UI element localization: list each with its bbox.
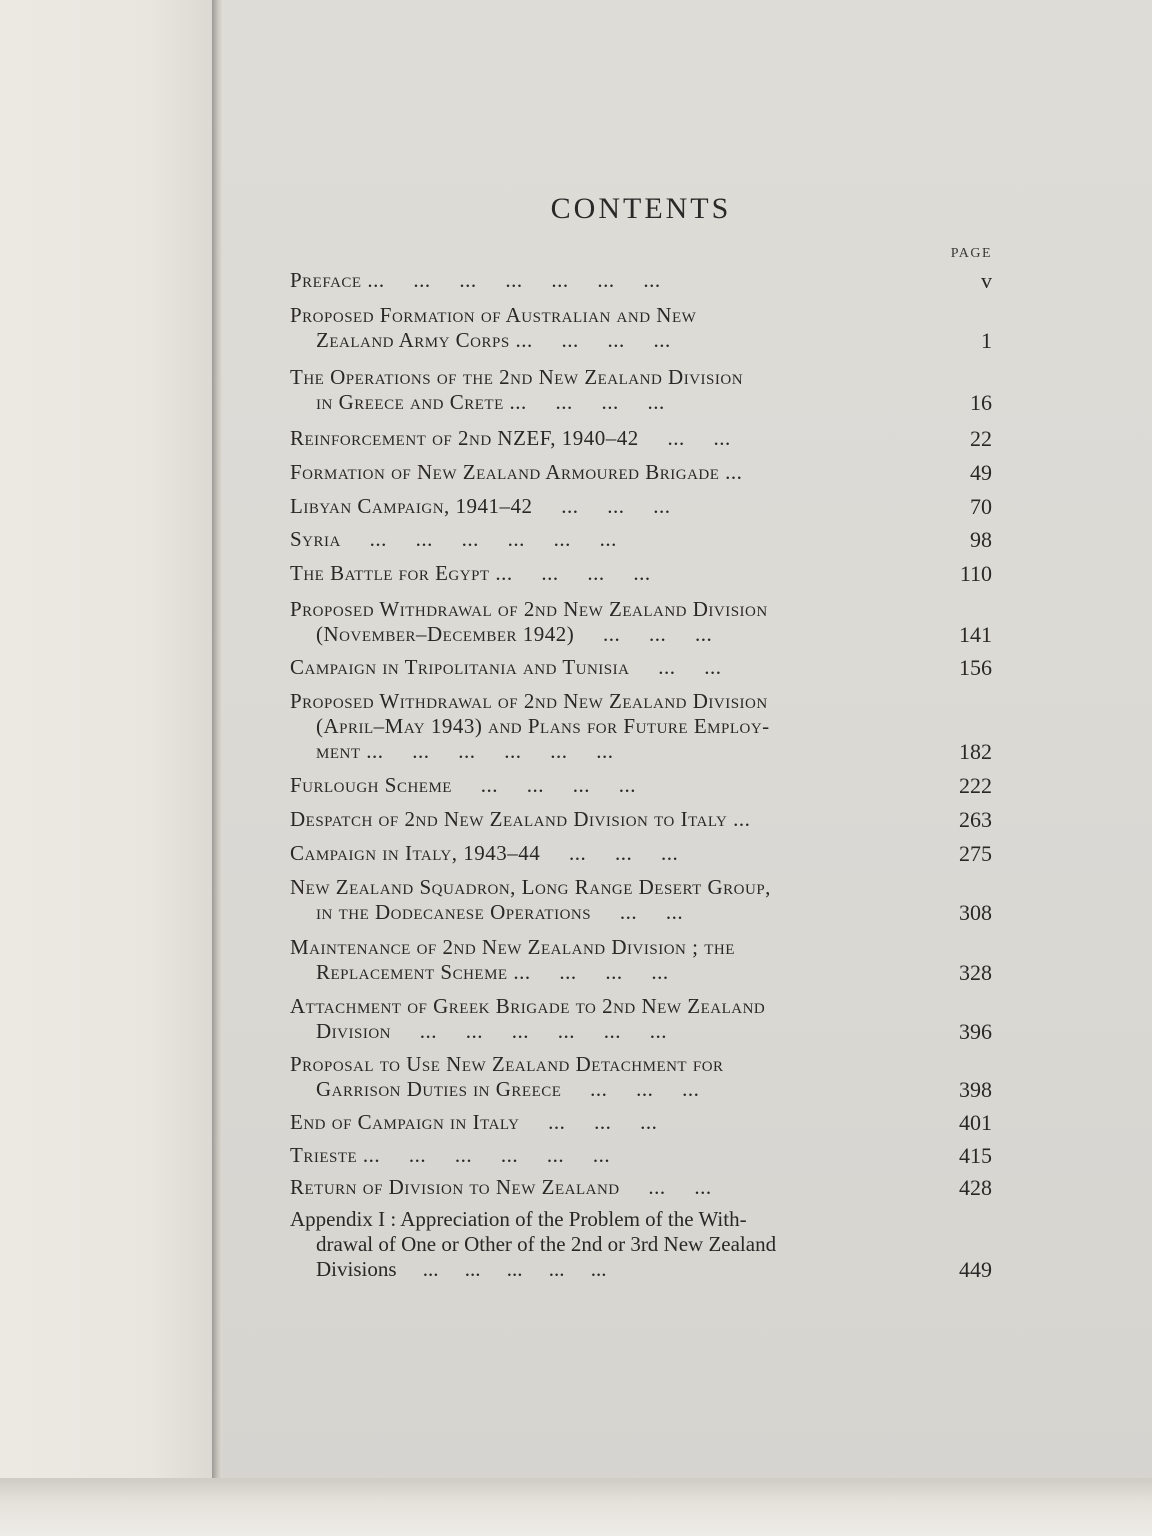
- toc-entry-line: [290, 1175, 992, 1200]
- toc-page-number: 222: [959, 773, 992, 798]
- toc-entry-line: [290, 689, 992, 714]
- toc-page-number: 16: [970, 390, 992, 415]
- toc-entry-line: [290, 935, 992, 960]
- toc-entry-line: [290, 328, 992, 353]
- toc-entry-line: [290, 1110, 992, 1135]
- toc-entry-text: Preface ... ... ... ... ... ... ...: [290, 268, 661, 292]
- toc-entry: [290, 875, 992, 925]
- toc-entry-line: [290, 494, 992, 519]
- page-bottom-edge: [0, 1478, 1152, 1536]
- toc-entry-text: Replacement Scheme ... ... ... ...: [316, 960, 669, 984]
- toc-entry-text: in the Dodecanese Operations ... ...: [316, 900, 684, 924]
- toc-entry-text: Syria ... ... ... ... ... ...: [290, 527, 617, 551]
- toc-page-number: 70: [970, 494, 992, 519]
- toc-page-number: 401: [959, 1110, 992, 1135]
- toc-page-number: 396: [959, 1019, 992, 1044]
- toc-entry-text: (April–May 1943) and Plans for Future Employ-: [316, 714, 770, 738]
- toc-entry-text: in Greece and Crete ... ... ... ...: [316, 390, 665, 414]
- toc-entry: [290, 841, 992, 866]
- toc-entry-text: Attachment of Greek Brigade to 2nd New Zealand: [290, 994, 766, 1018]
- toc-entry-line: [290, 268, 992, 293]
- toc-entry-text: Division ... ... ... ... ... ...: [316, 1019, 667, 1043]
- right-page: [222, 0, 1152, 1536]
- toc-entry-line: [290, 426, 992, 451]
- toc-page-number: v: [981, 268, 992, 293]
- toc-entry-text: The Operations of the 2nd New Zealand Division: [290, 365, 744, 389]
- toc-page-number: 22: [970, 426, 992, 451]
- toc-entry-line: [290, 841, 992, 866]
- toc-entry-line: [290, 739, 992, 764]
- toc-entry-text: Campaign in Tripolitania and Tunisia ... ...: [290, 655, 722, 679]
- toc-entry: [290, 460, 992, 485]
- toc-page-number: 263: [959, 807, 992, 832]
- toc-entry-line: [290, 960, 992, 985]
- toc-entry-line: [290, 1207, 992, 1232]
- toc-entry-line: [290, 1019, 992, 1044]
- page-column-label: PAGE: [950, 246, 992, 261]
- toc-entry-text: Divisions ... ... ... ... ...: [316, 1257, 607, 1281]
- toc-entry: [290, 1110, 992, 1135]
- toc-entry-text: Libyan Campaign, 1941–42 ... ... ...: [290, 494, 671, 518]
- toc-entry-line: [290, 561, 992, 586]
- toc-entry: [290, 1207, 992, 1282]
- toc-entry: [290, 994, 992, 1044]
- toc-entry: [290, 655, 992, 680]
- toc-entry-line: [290, 1143, 992, 1168]
- toc-entry: [290, 1175, 992, 1200]
- toc-entry-text: The Battle for Egypt ... ... ... ...: [290, 561, 651, 585]
- toc-entry-text: Appendix I : Appreciation of the Problem of the With-: [290, 1207, 747, 1231]
- toc-entry-text: Formation of New Zealand Armoured Brigade ...: [290, 460, 743, 484]
- toc-entry-text: Trieste ... ... ... ... ... ...: [290, 1143, 611, 1167]
- toc-entry-text: Proposed Withdrawal of 2nd New Zealand Division: [290, 597, 768, 621]
- toc-entry-text: drawal of One or Other of the 2nd or 3rd New Zealand: [316, 1232, 777, 1256]
- toc-entry: [290, 494, 992, 519]
- toc-entry: [290, 1052, 992, 1102]
- toc-page-number: 308: [959, 900, 992, 925]
- toc-entry: [290, 935, 992, 985]
- left-page: [0, 0, 212, 1536]
- toc-entry-line: [290, 622, 992, 647]
- toc-entry-text: Zealand Army Corps ... ... ... ...: [316, 328, 671, 352]
- book-gutter: [212, 0, 222, 1536]
- toc-entry-line: [290, 1077, 992, 1102]
- toc-page-number: 398: [959, 1077, 992, 1102]
- toc-entry-line: [290, 390, 992, 415]
- toc-entry-text: Reinforcement of 2nd NZEF, 1940–42 ... ...: [290, 426, 731, 450]
- toc-entry-text: Proposed Formation of Australian and New: [290, 303, 697, 327]
- toc-entry-text: Campaign in Italy, 1943–44 ... ... ...: [290, 841, 679, 865]
- toc-page-number: 182: [959, 739, 992, 764]
- toc-entry-text: End of Campaign in Italy ... ... ...: [290, 1110, 658, 1134]
- toc-entry-line: [290, 597, 992, 622]
- toc-entry-text: Furlough Scheme ... ... ... ...: [290, 773, 636, 797]
- toc-entry-line: [290, 365, 992, 390]
- toc-entry-line: [290, 994, 992, 1019]
- toc-entry-line: [290, 1052, 992, 1077]
- toc-entry-line: [290, 900, 992, 925]
- toc-entry: [290, 597, 992, 647]
- toc-entry-text: (November–December 1942) ... ... ...: [316, 622, 713, 646]
- toc-entry-text: New Zealand Squadron, Long Range Desert Group,: [290, 875, 771, 899]
- toc-page-number: 275: [959, 841, 992, 866]
- toc-entry-line: [290, 460, 992, 485]
- toc-entry-line: [290, 773, 992, 798]
- toc-entry-line: [290, 875, 992, 900]
- toc-entry: [290, 773, 992, 798]
- contents-title: CONTENTS: [550, 192, 732, 225]
- toc-entry: [290, 689, 992, 764]
- toc-page-number: 98: [970, 527, 992, 552]
- toc-entry-text: Proposed Withdrawal of 2nd New Zealand Division: [290, 689, 768, 713]
- toc-entry-text: Proposal to Use New Zealand Detachment for: [290, 1052, 724, 1076]
- toc-entry-line: [290, 527, 992, 552]
- toc-page-number: 1: [981, 328, 992, 353]
- toc-entry: [290, 303, 992, 353]
- toc-entry-line: [290, 807, 992, 832]
- toc-entry-text: Garrison Duties in Greece ... ... ...: [316, 1077, 700, 1101]
- toc-page-number: 428: [959, 1175, 992, 1200]
- toc-entry: [290, 1143, 992, 1168]
- toc-entry-text: Maintenance of 2nd New Zealand Division ; the: [290, 935, 735, 959]
- toc-page-number: 49: [970, 460, 992, 485]
- toc-entry: [290, 268, 992, 293]
- toc-page-number: 156: [959, 655, 992, 680]
- toc-entry: [290, 426, 992, 451]
- toc-entry-text: Return of Division to New Zealand ... ...: [290, 1175, 712, 1199]
- toc-page-number: 110: [959, 561, 992, 586]
- toc-entry-text: ment ... ... ... ... ... ...: [316, 739, 614, 763]
- toc-entry-text: Despatch of 2nd New Zealand Division to Italy ...: [290, 807, 751, 831]
- toc-page-number: 328: [959, 960, 992, 985]
- toc-entry: [290, 365, 992, 415]
- toc-entry-line: [290, 303, 992, 328]
- toc-page-number: 141: [959, 622, 992, 647]
- toc-page-number: 415: [959, 1143, 992, 1168]
- toc-page-number: 449: [959, 1257, 992, 1282]
- toc-entry: [290, 527, 992, 552]
- toc-entry-line: [290, 1232, 992, 1257]
- toc-entry-line: [290, 1257, 992, 1282]
- toc-entry: [290, 561, 992, 586]
- toc-entry: [290, 807, 992, 832]
- toc-entry-line: [290, 655, 992, 680]
- toc-entry-line: [290, 714, 992, 739]
